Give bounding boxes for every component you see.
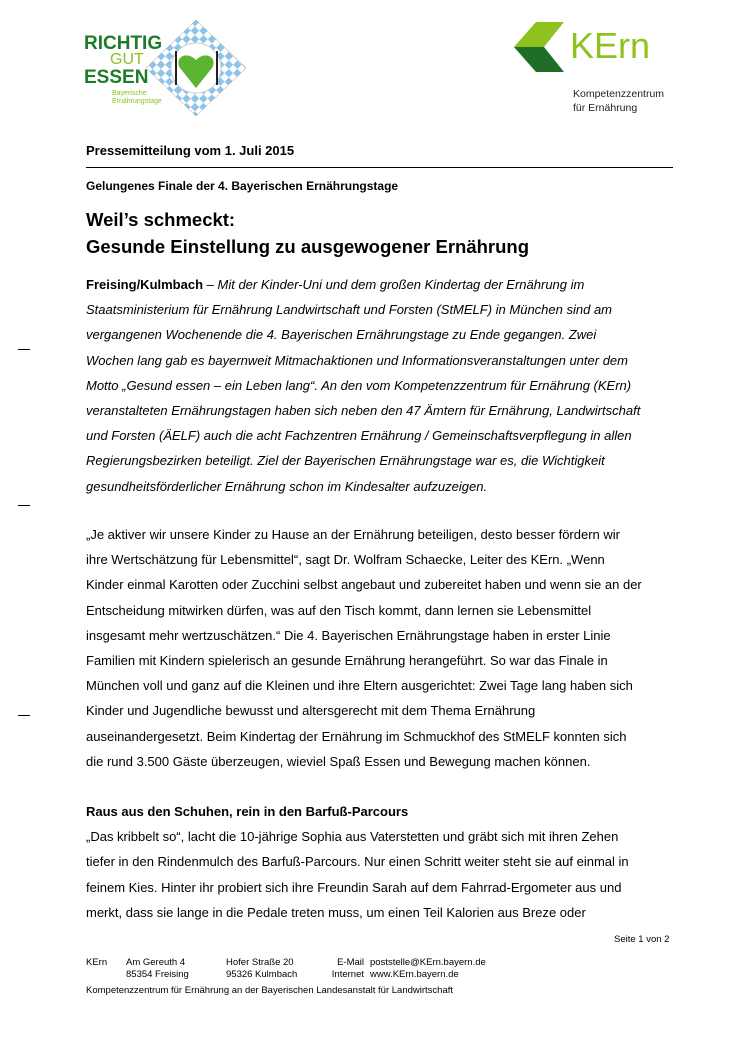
text-line: „Das kribbelt so“, lacht die 10-jährige Sophia aus Vaterstetten und gräbt sich mit ihren Zehen [86, 829, 619, 845]
paragraph-intro [86, 272, 640, 499]
text-line: und Forsten (ÄELF) auch die acht Fachzentren Ernährung / Gemeinschaftsverpflegung in allen [86, 428, 632, 444]
kern-sub2: für Ernährung [573, 102, 638, 114]
logo-gut: GUT [110, 51, 144, 68]
address-line: Hofer Straße 20 [226, 957, 294, 968]
text-line: auseinandergesetzt. Beim Kindertag der Ernährung im Schmuckhof des StMELF konnten sich [86, 728, 627, 744]
text-line: merkt, dass sie lange in die Pedale treten muss, um einen Teil Kalorien aus Breze oder [86, 904, 586, 920]
margin-mark [18, 349, 30, 350]
logo-sub2: Ernährungstage [112, 98, 162, 105]
text-line: Wochen lang gab es bayernweit Mitmachaktionen und Informationsveranstaltungen unter dem [86, 352, 628, 368]
footer-address-kulmbach [226, 957, 297, 981]
dateline: Freising/Kulmbach [86, 277, 204, 292]
text-line: Regierungsbezirken beteiligt. Ziel der Bayerischen Ernährungstage war es, die Wichtigkeit [86, 453, 605, 469]
text-line: ihre Wertschätzung für Lebensmittel“, sagt Dr. Wolfram Schaecke, Leiter des KErn. „Wenn [86, 552, 605, 568]
web-link[interactable]: www.KErn.bayern.de [370, 969, 459, 980]
email-label: E-Mail [337, 957, 364, 968]
section-barfuss [86, 799, 629, 925]
headline [86, 206, 529, 260]
text-line: Mit der Kinder-Uni und dem großen Kindertag der Ernährung im [217, 277, 585, 292]
email-link[interactable]: poststelle@KErn.bayern.de [370, 957, 486, 968]
press-release-date: Pressemitteilung vom 1. Juli 2015 [86, 143, 295, 158]
address-line: 95326 Kulmbach [226, 969, 298, 980]
logo-sub1: Bayerische [112, 90, 147, 97]
margin-mark [18, 505, 30, 506]
footer-institution: Kompetenzzentrum für Ernährung an der Bayerischen Landesanstalt für Landwirtschaft [86, 985, 454, 996]
text-line: die rund 3.500 Gäste überzeugen, wieviel Spaß Essen und Bewegung machen können. [86, 753, 591, 769]
text-line: feinem Kies. Hinter ihr probiert sich ihre Freundin Sarah auf dem Fahrrad-Ergometer aus und [86, 879, 622, 895]
text-line: vergangenen Wochenende die 4. Bayerischen Ernährungstage zu Ende gegangen. Zwei [86, 327, 597, 343]
footer-address-freising [126, 957, 189, 981]
text-line: Familien mit Kindern spielerisch an gesunde Ernährung herangeführt. So war das Finale in [86, 652, 608, 668]
page-number: Seite 1 von 2 [614, 934, 670, 945]
text-line: Entscheidung mitwirken dürfen, was auf den Tisch kommt, dann lernen sie Lebensmittel [86, 602, 592, 618]
text-line: Kinder einmal Karotten oder Zucchini selbst angebaut und zubereitet haben und wenn sie an der [86, 577, 642, 593]
margin-mark [18, 715, 30, 716]
text-line: tiefer in den Rindenmulch des Barfuß-Parcours. Nur einen Schritt weiter steht sie auf einmal in [86, 854, 629, 870]
footer-contact [370, 957, 486, 981]
paragraph-quote [86, 522, 642, 774]
kern-logo [514, 22, 684, 117]
dash: – [203, 277, 218, 292]
web-label: Internet [331, 969, 364, 980]
address-line: Am Gereuth 4 [126, 957, 186, 968]
address-line: 85354 Freising [126, 969, 189, 980]
header-rule [86, 167, 673, 168]
subtitle: Gelungenes Finale der 4. Bayerischen Ernährungstage [86, 179, 399, 193]
kern-chevron-icon [514, 22, 564, 72]
footer-contact-labels [326, 957, 364, 981]
text-line: veranstalteten Ernährungstagen haben sich neben den 47 Ämtern für Ernährung, Landwirtschaft [86, 402, 641, 418]
kern-wordmark: KErn [570, 25, 651, 66]
section-heading: Raus aus den Schuhen, rein in den Barfuß-Parcours [86, 804, 409, 819]
text-line: Staatsministerium für Ernährung Landwirtschaft und Forsten (StMELF) in München sind am [86, 302, 613, 318]
text-line: insgesamt mehr wertzuschätzen.“ Die 4. Bayerischen Ernährungstage haben in erster Linie [86, 627, 611, 643]
text-line: Motto „Gesund essen – ein Leben lang“. An den vom Kompetenzzentrum für Ernährung (KErn) [86, 377, 632, 393]
footer-org: KErn [86, 957, 108, 968]
richtig-gut-essen-logo [84, 18, 249, 118]
text-line: München voll und ganz auf die Kleinen und ihre Eltern ausgerichtet: Zwei Tage lang haben sich [86, 678, 633, 694]
logo-essen: ESSEN [84, 67, 149, 88]
text-line: „Je aktiver wir unsere Kinder zu Hause an der Ernährung beteiligen, desto besser fördern wir [86, 527, 620, 542]
kern-sub1: Kompetenzzentrum [573, 88, 665, 100]
headline-line2: Gesunde Einstellung zu ausgewogener Ernährung [86, 236, 530, 257]
text-line: Kinder und Jugendliche bewusst und altersgerecht mit dem Thema Ernährung [86, 703, 536, 719]
text-line: gesundheitsförderlicher Ernährung schon im Kindesalter aufzuzeigen. [86, 478, 488, 494]
logo-richtig: RICHTIG [84, 33, 163, 54]
headline-line1: Weil’s schmeckt: [86, 209, 236, 230]
